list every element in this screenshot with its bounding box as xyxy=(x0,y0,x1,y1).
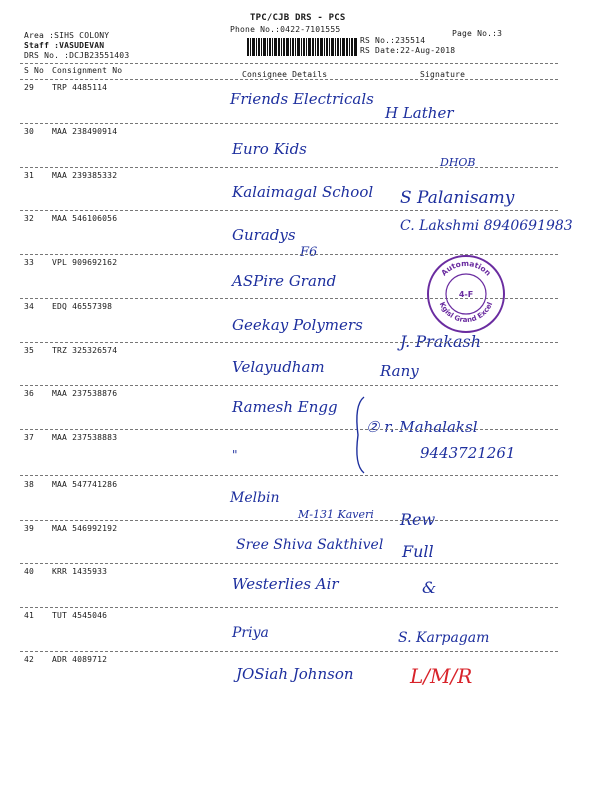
row-sno: 33 xyxy=(24,258,35,267)
company-stamp xyxy=(424,252,508,336)
row-consignment-no: MAA 238490914 xyxy=(52,127,118,136)
row-consignee: Velayudham xyxy=(232,358,325,376)
row-consignment-no: MAA 547741286 xyxy=(52,480,118,489)
row-divider xyxy=(20,123,558,124)
document-title: TPC/CJB DRS - PCS xyxy=(250,13,346,23)
row-signature: S. Karpagam xyxy=(398,630,490,646)
row-consignment-no: ADR 4089712 xyxy=(52,655,108,664)
header-divider-bottom xyxy=(20,79,558,80)
row-consignee: ASPire Grand xyxy=(232,272,337,290)
row-divider xyxy=(20,651,558,652)
svg-text:Kgisl Grand Excel xyxy=(438,301,495,324)
row-consignee: Guradys xyxy=(232,226,296,244)
row-signature: DHOB xyxy=(440,156,476,169)
row-sno: 41 xyxy=(24,611,35,620)
row-divider xyxy=(20,520,558,521)
row-consignee: Melbin xyxy=(230,490,280,506)
stamp-text-bottom: Kgisl Grand Excel xyxy=(437,300,495,325)
row-consignment-no: EDQ 46557398 xyxy=(52,302,113,311)
row-sno: 34 xyxy=(24,302,35,311)
row-sno: 29 xyxy=(24,83,35,92)
header-divider-top xyxy=(20,63,558,64)
row-consignment-no: TRP 4485114 xyxy=(52,83,108,92)
row-signature: S Palanisamy xyxy=(400,188,515,208)
row-signature: J. Prakash xyxy=(400,332,482,351)
row-sno: 35 xyxy=(24,346,35,355)
bracket-mark xyxy=(350,395,370,475)
row-signature: ② r. Mahalaksl xyxy=(366,418,478,436)
row-sno: 36 xyxy=(24,389,35,398)
row-consignee: Euro Kids xyxy=(232,140,307,158)
row-divider xyxy=(20,607,558,608)
column-consignment: Consignment No xyxy=(52,66,123,75)
row-sno: 32 xyxy=(24,214,35,223)
row-consignment-no: MAA 237538876 xyxy=(52,389,118,398)
column-consignee: Consignee Details xyxy=(242,70,328,79)
staff-label: Staff :VASUDEVAN xyxy=(24,41,105,50)
row-consignee: Ramesh Engg xyxy=(232,398,338,416)
row-consignment-no: MAA 546106056 xyxy=(52,214,118,223)
page-number: Page No.:3 xyxy=(452,29,503,38)
row-divider xyxy=(20,475,558,476)
row-signature: Rany xyxy=(380,362,419,380)
area-label: Area :SIHS COLONY xyxy=(24,31,110,40)
row-consignee: Geekay Polymers xyxy=(232,316,363,334)
stamp-center-text: 4-F xyxy=(458,290,474,299)
rs-date: RS Date:22-Aug-2018 xyxy=(360,46,456,55)
row-divider xyxy=(20,429,558,430)
row-signature: H Lather xyxy=(385,104,454,122)
row-consignment-no: TRZ 325326574 xyxy=(52,346,118,355)
row-consignment-no: VPL 909692162 xyxy=(52,258,118,267)
row-consignment-no: MAA 239385332 xyxy=(52,171,118,180)
row-signature: Rew xyxy=(400,510,436,529)
column-sno: S No xyxy=(24,66,45,75)
row-signature: & xyxy=(422,578,437,597)
stamp-text-top: Automation xyxy=(439,258,493,278)
row-consignment-no: KRR 1435933 xyxy=(52,567,108,576)
row-consignee: Kalaimagal School xyxy=(232,183,374,201)
column-signature: Signature xyxy=(420,70,466,79)
phone-number: Phone No.:0422-7101555 xyxy=(230,25,341,34)
row-divider xyxy=(20,167,558,168)
row-divider xyxy=(20,210,558,211)
row-divider xyxy=(20,342,558,343)
row-divider xyxy=(20,563,558,564)
row-sno: 31 xyxy=(24,171,35,180)
barcode xyxy=(247,38,357,56)
row-sno: 37 xyxy=(24,433,35,442)
row-sno: 42 xyxy=(24,655,35,664)
row-divider xyxy=(20,385,558,386)
rs-number: RS No.:235514 xyxy=(360,36,426,45)
row-consignee: Priya xyxy=(232,625,269,641)
row-consignee-note: F6 xyxy=(300,245,318,260)
row-consignment-no: TUT 4545046 xyxy=(52,611,108,620)
row-consignee: " xyxy=(232,448,238,462)
row-sno: 39 xyxy=(24,524,35,533)
row-consignee: Friends Electricals xyxy=(230,90,374,108)
row-consignee-note: M-131 Kaveri xyxy=(298,508,374,521)
row-consignee: Sree Shiva Sakthivel xyxy=(236,537,384,553)
row-consignment-no: MAA 546992192 xyxy=(52,524,118,533)
row-consignee: Westerlies Air xyxy=(232,575,339,593)
row-signature: L/M/R xyxy=(410,664,473,688)
row-consignee: JOSiah Johnson xyxy=(236,665,354,683)
row-signature: Full xyxy=(402,542,434,561)
row-sno: 30 xyxy=(24,127,35,136)
row-signature: 9443721261 xyxy=(420,444,516,462)
row-consignment-no: MAA 237538883 xyxy=(52,433,118,442)
row-sno: 38 xyxy=(24,480,35,489)
row-sno: 40 xyxy=(24,567,35,576)
drs-number: DRS No. :DCJB23551403 xyxy=(24,51,130,60)
row-signature: C. Lakshmi 8940691983 xyxy=(400,218,573,234)
